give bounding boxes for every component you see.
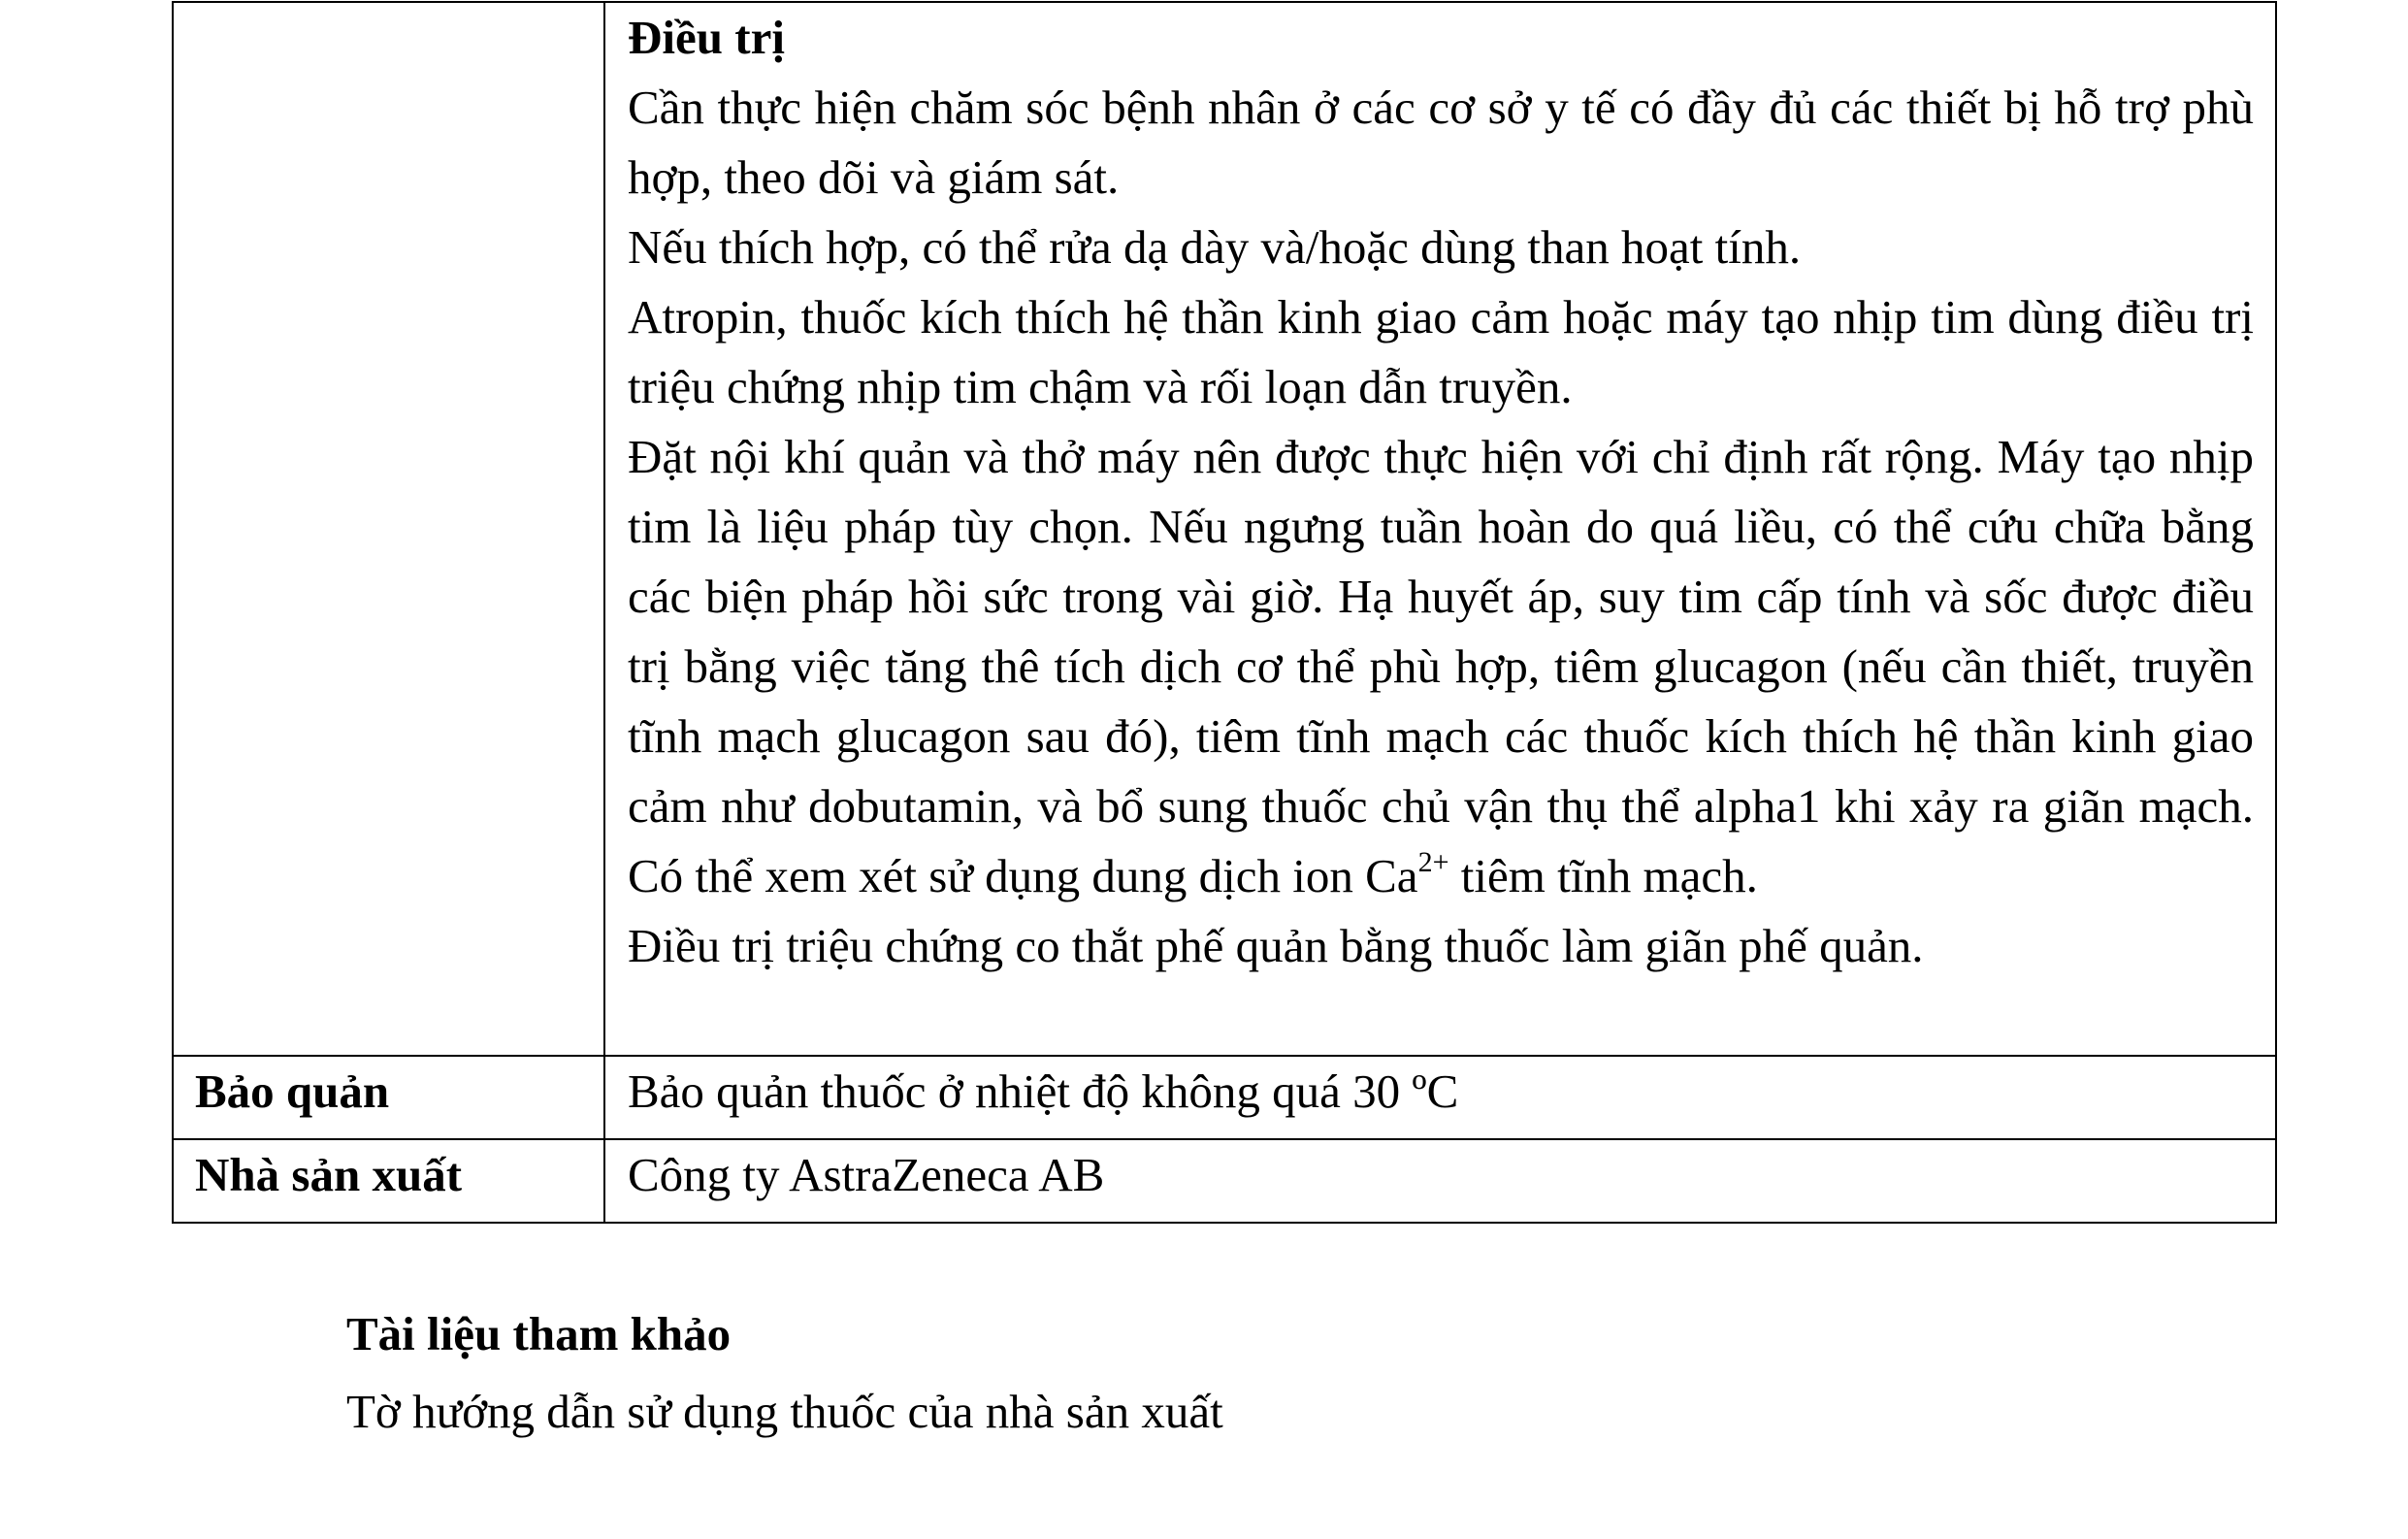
treatment-paragraph-long — [628, 422, 2254, 911]
ion-charge-superscript: 2+ — [1417, 845, 1449, 878]
storage-content-cell — [604, 1056, 2276, 1139]
storage-value: Bảo quản thuốc ở nhiệt độ không quá 30 ºC — [628, 1064, 1459, 1118]
manufacturer-label: Nhà sản xuất — [173, 1139, 604, 1223]
manufacturer-value: Công ty AstraZeneca AB — [628, 1148, 1105, 1201]
storage-label: Bảo quản — [173, 1056, 604, 1139]
references-section — [346, 1295, 1223, 1451]
references-text: Tờ hướng dẫn sử dụng thuốc của nhà sản xuất — [346, 1385, 1223, 1438]
table-row-storage — [173, 1056, 2276, 1139]
treatment-paragraph: Điều trị triệu chứng co thắt phế quản bằng thuốc làm giãn phế quản. — [628, 919, 1924, 972]
drug-info-table — [172, 1, 2277, 1224]
references-heading: Tài liệu tham khảo — [346, 1307, 732, 1360]
table-row-manufacturer — [173, 1139, 2276, 1223]
empty-label-cell — [173, 2, 604, 1056]
table-row-treatment — [173, 2, 2276, 1056]
treatment-heading: Điều trị — [628, 11, 785, 64]
treatment-paragraph-long-text: Đặt nội khí quản và thở máy nên được thực hiện với chỉ định rất rộng. Máy tạo nhịp tim là liệu pháp tùy chọn. Nếu ngưng tuần hoàn do quá liều, có thể cứu chữa bằng các biện pháp hồi sức trong vài giờ. Hạ huyết áp, suy tim cấp tính và sốc được điều trị bằng việc tăng thê tích dịch cơ thể phù hợp, tiêm glucagon (nếu cần thiết, truyền tĩnh mạch glucagon sau đó), tiêm tĩnh mạch các thuốc kích thích hệ thần kinh giao cảm như dobutamin, và bổ sung thuốc chủ vận thụ thể alpha1 khi xảy ra giãn mạch. Có thể xem xét sử dụng dung dịch ion Ca — [628, 430, 2254, 902]
treatment-paragraph: Nếu thích hợp, có thể rửa dạ dày và/hoặc dùng than hoạt tính. — [628, 220, 1802, 274]
manufacturer-content-cell — [604, 1139, 2276, 1223]
treatment-paragraph: Cần thực hiện chăm sóc bệnh nhân ở các cơ sở y tế có đầy đủ các thiết bị hỗ trợ phù hợp, theo dõi và giám sát. — [628, 81, 2254, 204]
treatment-paragraph-long-tail: tiêm tĩnh mạch. — [1448, 849, 1758, 902]
treatment-content-cell — [604, 2, 2276, 1056]
treatment-paragraph: Atropin, thuốc kích thích hệ thần kinh giao cảm hoặc máy tạo nhịp tim dùng điều trị triệu chứng nhịp tim chậm và rối loạn dẫn truyền. — [628, 290, 2254, 413]
